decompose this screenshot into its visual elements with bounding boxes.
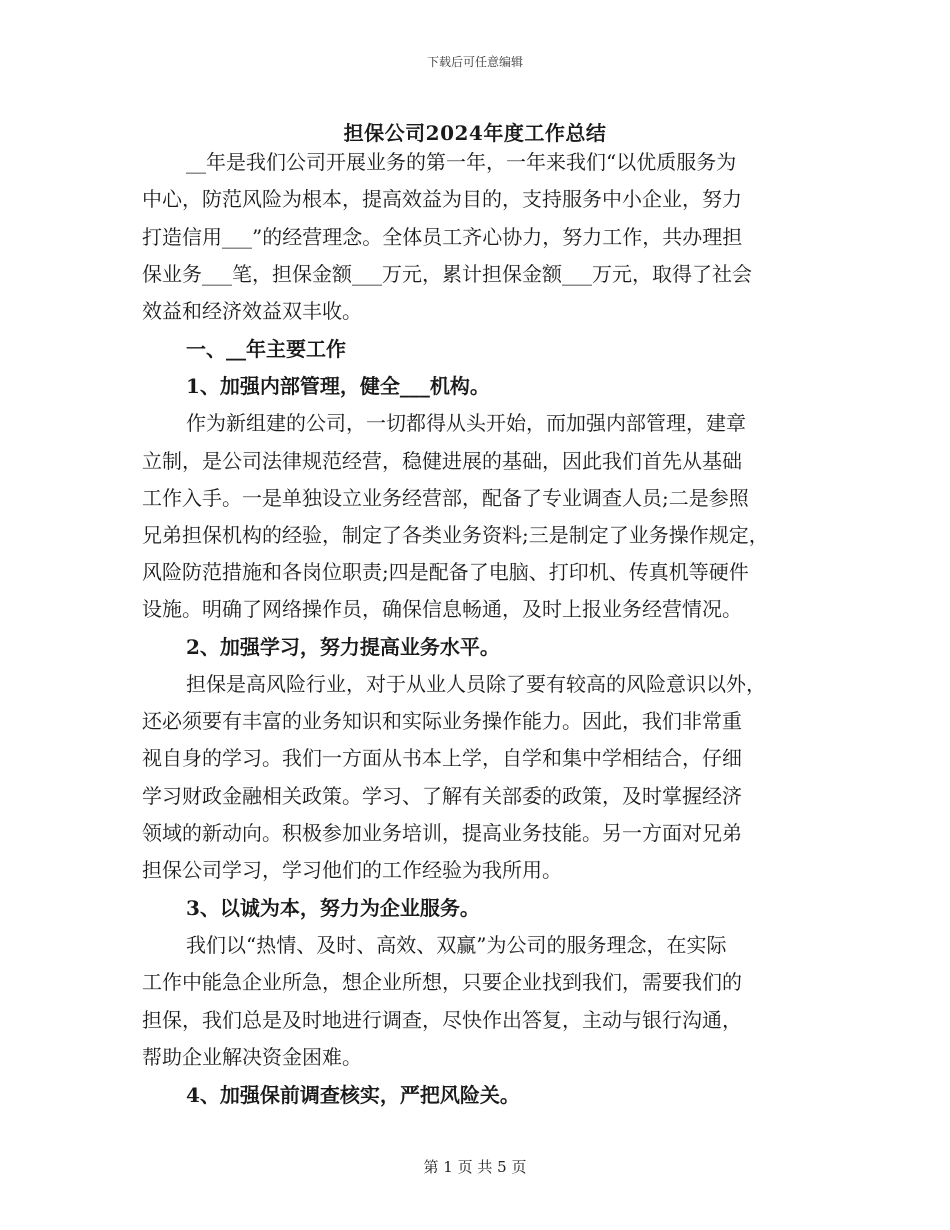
paragraph-line: 担保，我们总是及时地进行调查，尽快作出答复，主动与银行沟通， (142, 1008, 742, 1032)
subsection-heading: 3、以诚为本，努力为企业服务。 (186, 896, 480, 920)
page-number: 第 1 页 共 5 页 (423, 1158, 527, 1176)
paragraph-line: 作为新组建的公司，一切都得从头开始，而加强内部管理，建章 (186, 411, 746, 435)
paragraph-line: 兄弟担保机构的经验，制定了各类业务资料;三是制定了业务操作规定， (142, 523, 769, 547)
paragraph-line: 设施。明确了网络操作员，确保信息畅通，及时上报业务经营情况。 (142, 597, 742, 621)
paragraph-line: 还必须要有丰富的业务知识和实际业务操作能力。因此，我们非常重 (142, 709, 742, 733)
subsection-heading: 4、加强保前调查核实，严把风险关。 (186, 1083, 520, 1107)
paragraph-line: 工作入手。一是单独设立业务经营部，配备了专业调查人员;二是参照 (142, 486, 749, 510)
section-heading: 一、__年主要工作 (186, 337, 346, 361)
subsection-heading: 2、加强学习，努力提高业务水平。 (186, 635, 500, 659)
paragraph-line: 效益和经济效益双丰收。 (142, 299, 362, 323)
paragraph-line: 风险防范措施和各岗位职责;四是配备了电脑、打印机、传真机等硬件 (142, 560, 749, 584)
paragraph-line: 立制，是公司法律规范经营，稳健进展的基础，因此我们首先从基础 (142, 449, 742, 473)
paragraph-line: __年是我们公司开展业务的第一年，一年来我们“以优质服务为 (186, 150, 737, 174)
paragraph-line: 帮助企业解决资金困难。 (142, 1045, 362, 1069)
paragraph-line: 我们以“热情、及时、高效、双赢”为公司的服务理念，在实际 (186, 933, 727, 957)
paragraph-line: 担保是高风险行业，对于从业人员除了要有较高的风险意识以外， (186, 672, 766, 696)
paragraph-line: 视自身的学习。我们一方面从书本上学，自学和集中学相结合，仔细 (142, 746, 742, 770)
paragraph-line: 打造信用___”的经营理念。全体员工齐心协力，努力工作，共办理担 (142, 225, 743, 249)
document-title: 担保公司2024年度工作总结 (343, 121, 607, 145)
paragraph-line: 担保公司学习，学习他们的工作经验为我所用。 (142, 858, 562, 882)
paragraph-line: 保业务___笔，担保金额___万元，累计担保金额___万元，取得了社会 (142, 262, 752, 286)
subsection-heading: 1、加强内部管理，健全___机构。 (186, 374, 490, 398)
paragraph-line: 领域的新动向。积极参加业务培训，提高业务技能。另一方面对兄弟 (142, 821, 742, 845)
header-note: 下载后可任意编辑 (426, 55, 523, 69)
paragraph-line: 学习财政金融相关政策。学习、了解有关部委的政策，及时掌握经济 (142, 784, 742, 808)
paragraph-line: 中心，防范风险为根本，提高效益为目的，支持服务中小企业，努力 (142, 187, 742, 211)
paragraph-line: 工作中能急企业所急，想企业所想，只要企业找到我们，需要我们的 (142, 970, 742, 994)
